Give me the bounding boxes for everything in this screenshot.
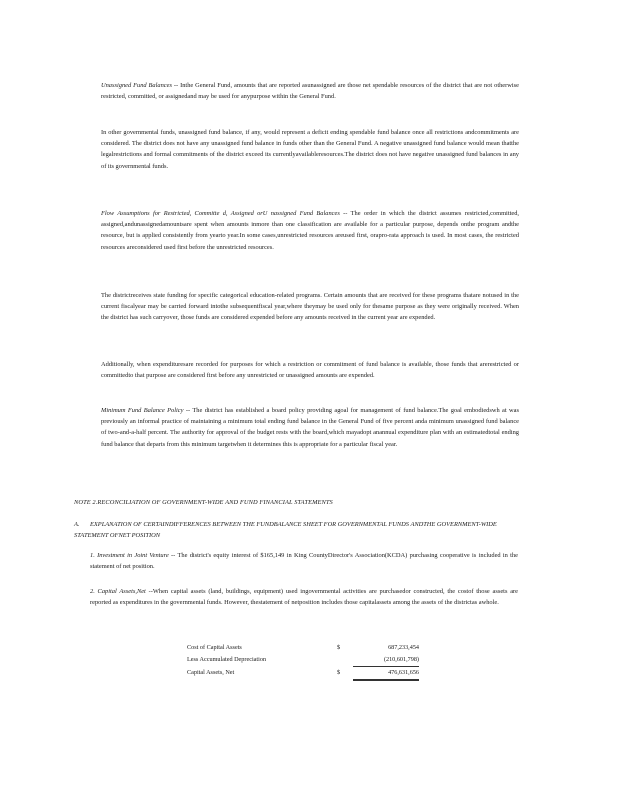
section-a-text: EXPLANATION OF CERTAINDIFFERENCES BETWEEN THE FUNDBALANCE SHEET FOR GOVERNMENTAL FUNDS ANDTHE GOVERNMENT-WIDE STATEMENT OFNET POSITION [74, 521, 497, 540]
minimum-policy-body: -- The district has established a board policy providing agoal for management of fund balance.The goal embodiedswh at was previously an informal practice of maintaining a minimum total ending fund balance in the General Fund of five percent anda minimum unassigned fund balance of two-and-a-half percent. The authority for approval of the budget rests with the board,which mayadopt anannual expenditure plan with an estimatedtotal ending fund balance that departs from this minimum targetwhen it determines this is appropriate for a particular fiscal year. [101, 407, 519, 448]
minimum-policy-title: Minimum Fund Balance Policy [101, 407, 184, 414]
unassigned-title: Unassigned Fund Balances [101, 82, 172, 89]
currency-symbol: $ [337, 643, 341, 651]
section-a-heading [74, 519, 510, 541]
table-row [187, 642, 419, 654]
unassigned-fund-balances-paragraph [101, 80, 519, 102]
currency-symbol: $ [337, 669, 341, 677]
capital-assets-title: 2. Capital Assets,Net [90, 588, 146, 595]
minimum-fund-balance-paragraph [101, 405, 519, 450]
row-label: Less Accumulated Depreciation [187, 656, 267, 664]
flow-assumptions-title: Flow Assumptions for Restricted, Committe d, Assigned orU nassigned Fund Balances [101, 210, 340, 217]
table-row [187, 667, 419, 681]
row-amount: 687,233,454 [388, 643, 419, 651]
row-label: Capital Assets, Net [187, 669, 235, 677]
capital-assets-table [187, 642, 419, 681]
additionally-paragraph: Additionally, when expendituresare recorded for purposes for which a restriction or commitment of fund balance is available, those funds that arerestricted or committedto that purpose are considered first before any unrestricted or unassigned amounts are expended. [101, 361, 519, 380]
section-a-label: A. [74, 521, 80, 528]
investment-joint-venture-item [90, 550, 518, 572]
investment-title: 1. Investment in Joint Venture [90, 552, 169, 559]
table-row [187, 654, 419, 667]
row-amount: 476,631,656 [353, 667, 419, 681]
flow-assumptions-body: -- The order in which the district assumes restricted,committed, assigned,andunassignedamountsare spent when amounts inmore than one classification are available for a particular purpose, depends onthe program andthe resource, but is applied consistently from yearto year.In some cases,unrestricted resources areused first, orapro-rata approach is used. In most cases, the restricted resources areconsidered used first before the unrestricted resources. [101, 210, 520, 251]
row-label: Cost of Capital Assets [187, 643, 242, 651]
state-funding-paragraph: The districtreceives state funding for specific categorical education-related programs. Certain amounts that are received for these programs thatare notused in the current fiscalyear may be carried forward intothe subsequentfiscal year,where theymay be used only for thesame purpose as they were originally received. When the district has such carryover, those funds are considered expended before any amounts received in the current year are expended. [101, 292, 519, 322]
note-2-heading: NOTE 2.RECONCILIATION OF GOVERNMENT-WIDE AND FUND FINANCIAL STATEMENTS [74, 499, 333, 506]
capital-assets-body: --When capital assets (land, buildings, equipment) used ingovernmental activities are purchasedor constructed, the costof those assets are reported as expenditures in the governmental funds. However, thestatement of netposition includes those capitalassets among the assets of the districtas awhole. [90, 588, 518, 607]
investment-body: -- The district's equity interest of $165,149 in King CountyDirector's Association(KCDA) purchasing cooperative is included in the statement of net position. [90, 552, 518, 571]
other-governmental-funds-paragraph: In other governmental funds, unassigned fund balance, if any, would represent a deficit ending spendable fund balance once all restrictions andcommitments are considered. The district does not have any unassigned fund balance in funds other than the General Fund. A negative unassigned fund balance would mean thatthe legalrestrictions and formal commitments of the district exceed its currentlyavailableresources.The district does not have negative unassigned fund balances in any of its governmental funds. [101, 129, 519, 170]
flow-assumptions-paragraph [101, 208, 519, 253]
currency-symbol [337, 654, 353, 667]
capital-assets-item [90, 586, 518, 608]
unassigned-body: -- Inthe General Fund, amounts that are reported asunassigned are those net spendable resources of the district that are not otherwise restricted, committed, or assignedand may be used for anypurpose within the General Fund. [101, 82, 519, 101]
row-amount: (210,601,798) [353, 654, 419, 667]
